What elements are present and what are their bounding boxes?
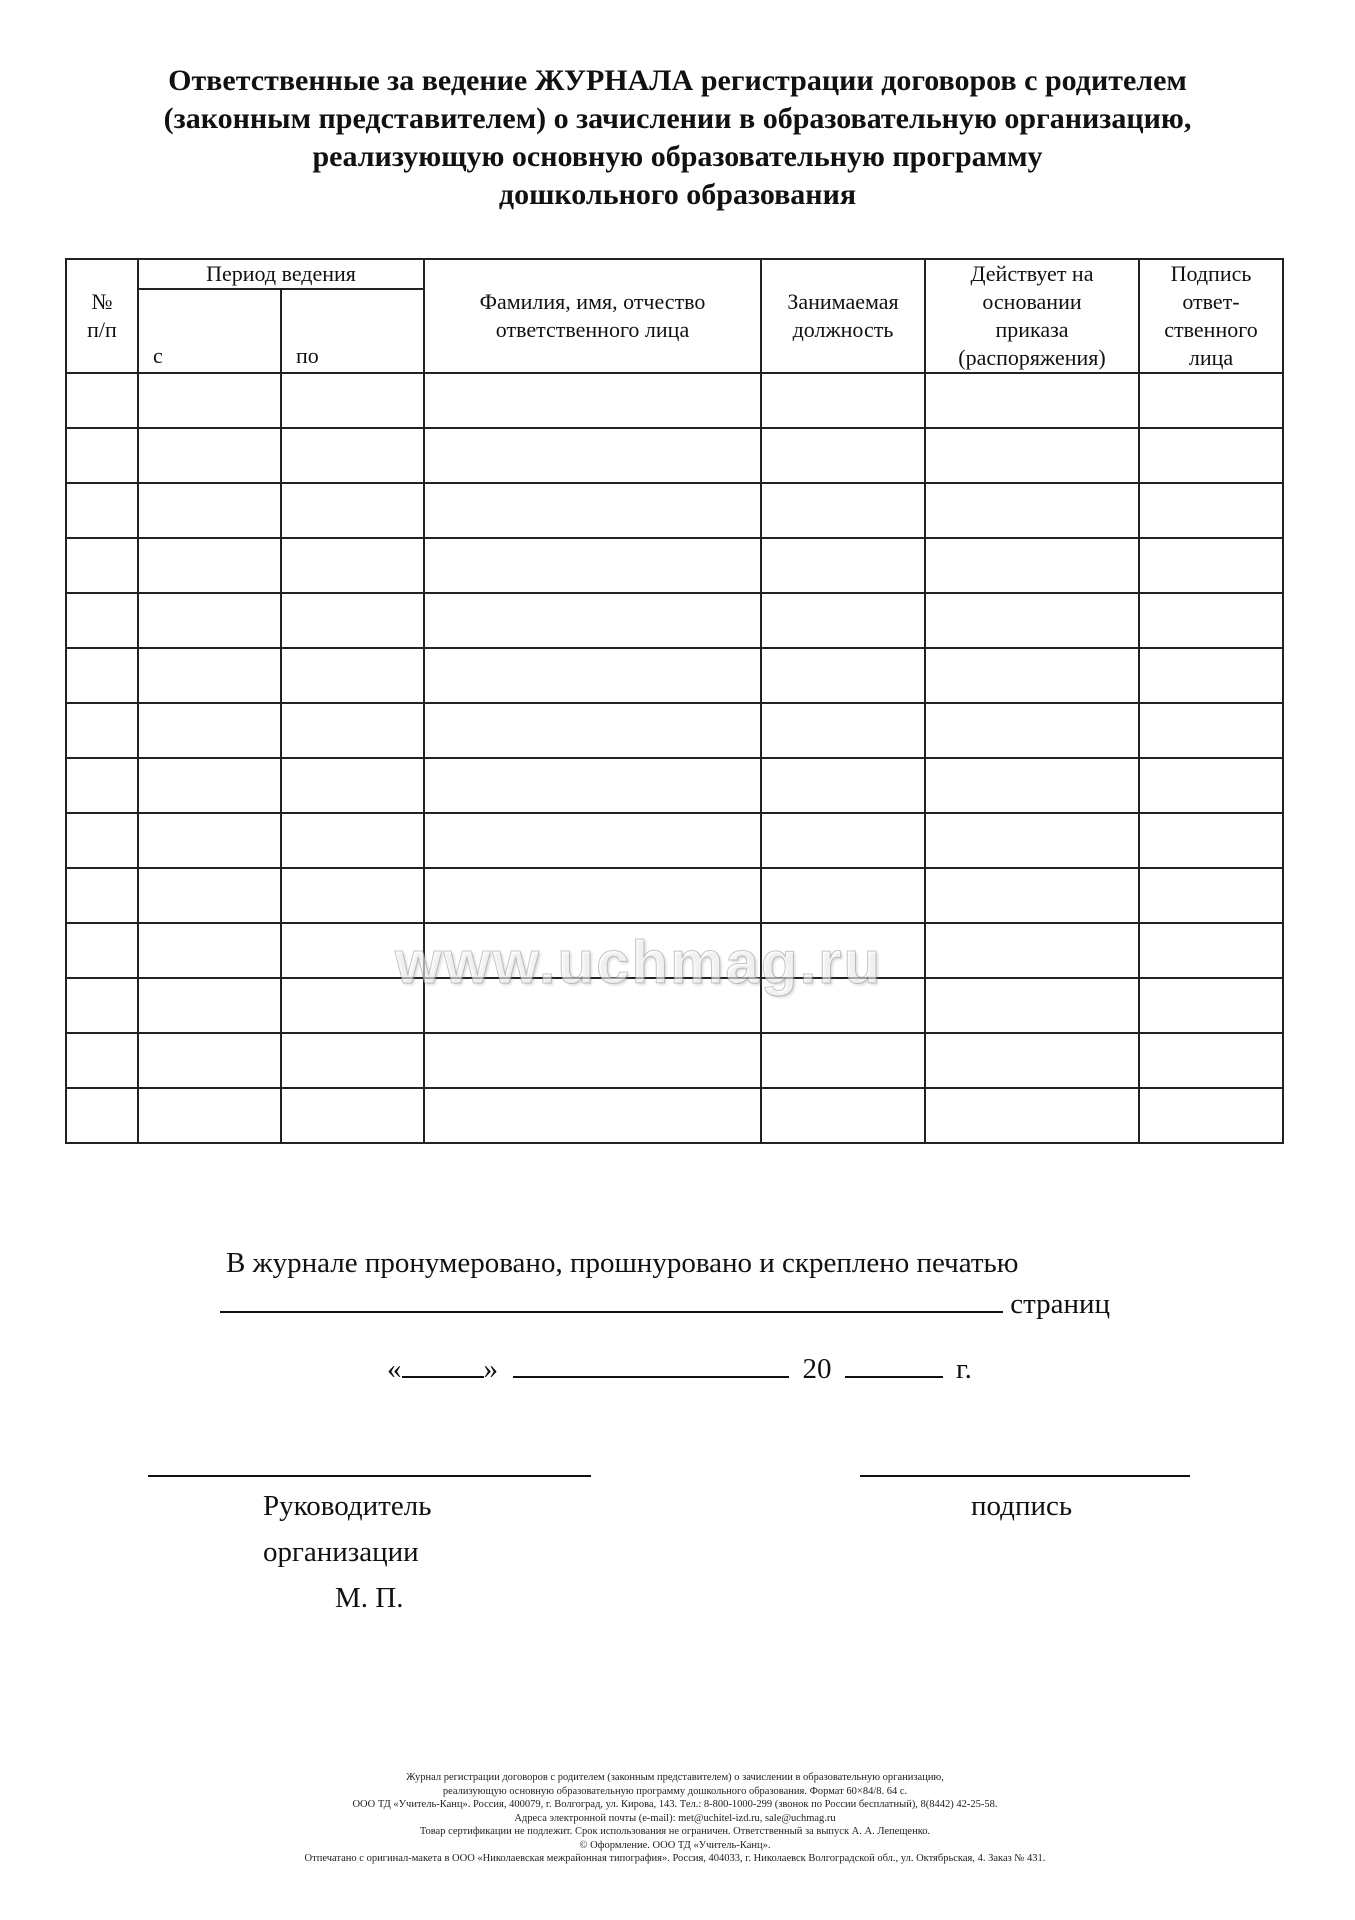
year-prefix: 20 [802, 1353, 832, 1385]
header-full-name: Фамилия, имя, отчество ответственного лица [424, 259, 761, 373]
table-cell[interactable] [761, 538, 925, 593]
table-cell[interactable] [1139, 868, 1283, 923]
table-cell[interactable] [66, 703, 138, 758]
table-cell[interactable] [281, 373, 424, 428]
table-cell[interactable] [925, 1033, 1139, 1088]
director-signature-line[interactable] [148, 1475, 591, 1477]
table-cell[interactable] [925, 703, 1139, 758]
year-blank[interactable] [845, 1350, 943, 1378]
table-cell[interactable] [761, 648, 925, 703]
footer-line: Журнал регистрации договоров с родителем (законным представителем) о зачислении в образовательную организацию, [406, 1772, 944, 1783]
table-cell[interactable] [138, 483, 281, 538]
table-cell[interactable] [925, 1088, 1139, 1143]
table-cell[interactable] [925, 813, 1139, 868]
header-signature: Подпись ответ-ственного лица [1139, 259, 1283, 373]
responsible-persons-table [65, 258, 1284, 1144]
table-cell[interactable] [281, 1033, 424, 1088]
table-cell[interactable] [1139, 483, 1283, 538]
table-cell[interactable] [281, 813, 424, 868]
director-organization: организации [263, 1536, 419, 1568]
month-blank[interactable] [513, 1350, 789, 1378]
table-cell[interactable] [1139, 1033, 1283, 1088]
pages-word: страниц [1010, 1288, 1111, 1320]
watermark: www.uchmag.ru [395, 929, 883, 996]
pages-count-blank[interactable] [220, 1285, 1003, 1313]
footer-line: ООО ТД «Учитель-Канц». Россия, 400079, г. Волгоград, ул. Кирова, 143. Тел.: 8-800-1000-299 (звонок по России бесплатный), 8(8442) 42-25-58. [352, 1799, 998, 1810]
table-cell[interactable] [281, 868, 424, 923]
table-cell[interactable] [66, 593, 138, 648]
table-cell[interactable] [1139, 978, 1283, 1033]
table-row [66, 1033, 1283, 1088]
imprint-footer [100, 1771, 1250, 1866]
year-suffix: г. [956, 1353, 972, 1385]
table-cell[interactable] [424, 758, 761, 813]
table-cell[interactable] [761, 758, 925, 813]
title-line: (законным представителем) о зачислении в образовательную организацию, [163, 102, 1192, 135]
footer-line: реализующую основную образовательную программу дошкольного образования. Формат 60×84/8. 64 с. [442, 1785, 908, 1797]
date-open-quote: « [387, 1353, 402, 1385]
table-cell[interactable] [761, 593, 925, 648]
table-row [66, 538, 1283, 593]
table-cell[interactable] [138, 868, 281, 923]
footer-line: Товар сертификации не подлежит. Срок использования не ограничен. Ответственный за выпуск А. А. Лепещенко. [419, 1826, 931, 1837]
table-cell[interactable] [66, 538, 138, 593]
table-cell[interactable] [138, 593, 281, 648]
table-row [66, 813, 1283, 868]
table-body [66, 373, 1283, 1143]
table-cell[interactable] [424, 868, 761, 923]
table-cell[interactable] [138, 428, 281, 483]
table-row [66, 483, 1283, 538]
table-row [66, 1088, 1283, 1143]
header-number: № п/п [66, 259, 138, 373]
table-cell[interactable] [925, 538, 1139, 593]
date-close-quote: » [483, 1353, 498, 1385]
table-row [66, 593, 1283, 648]
table-row [66, 868, 1283, 923]
table-cell[interactable] [66, 648, 138, 703]
table-cell[interactable] [424, 703, 761, 758]
director-block [263, 1483, 431, 1621]
table-cell[interactable] [66, 1088, 138, 1143]
table-cell[interactable] [424, 1033, 761, 1088]
table-cell[interactable] [761, 483, 925, 538]
table-cell[interactable] [281, 483, 424, 538]
table-cell[interactable] [761, 703, 925, 758]
table-cell[interactable] [138, 1088, 281, 1143]
table-cell[interactable] [1139, 813, 1283, 868]
table-cell[interactable] [925, 373, 1139, 428]
table-cell[interactable] [424, 483, 761, 538]
table-cell[interactable] [925, 868, 1139, 923]
table-cell[interactable] [424, 593, 761, 648]
table-cell[interactable] [925, 483, 1139, 538]
table-cell[interactable] [1139, 538, 1283, 593]
header-position: Занимаемая должность [761, 259, 925, 373]
table-cell[interactable] [424, 648, 761, 703]
table-cell[interactable] [281, 758, 424, 813]
table-cell[interactable] [1139, 758, 1283, 813]
header-period: Период ведения [138, 259, 424, 289]
day-blank[interactable] [402, 1350, 484, 1378]
table-row [66, 373, 1283, 428]
table-cell[interactable] [761, 373, 925, 428]
table-cell[interactable] [1139, 373, 1283, 428]
table-row [66, 648, 1283, 703]
title-line: Ответственные за ведение ЖУРНАЛА регистрации договоров с родителем [168, 64, 1187, 97]
table-cell[interactable] [424, 373, 761, 428]
footer-line: © Оформление. ООО ТД «Учитель-Канц». [579, 1839, 771, 1851]
table-cell[interactable] [925, 978, 1139, 1033]
table-cell[interactable] [138, 703, 281, 758]
table-cell[interactable] [281, 593, 424, 648]
table-cell[interactable] [1139, 923, 1283, 978]
director-title: Руководитель [263, 1490, 432, 1522]
table-cell[interactable] [925, 428, 1139, 483]
table-cell[interactable] [281, 538, 424, 593]
table-row [66, 428, 1283, 483]
table-cell[interactable] [761, 428, 925, 483]
table-cell[interactable] [281, 1088, 424, 1143]
table-cell[interactable] [66, 978, 138, 1033]
table-cell[interactable] [424, 428, 761, 483]
footer-line: Отпечатано с оригинал-макета в ООО «Николаевская межрайонная типография». Россия, 404033, г. Николаевск Волгоградской обл., ул. Октябрьская, 4. Заказ № 431. [304, 1853, 1046, 1864]
table-cell[interactable] [761, 1033, 925, 1088]
table-cell[interactable] [66, 868, 138, 923]
table-cell[interactable] [66, 373, 138, 428]
table-cell[interactable] [424, 813, 761, 868]
signature-line[interactable] [860, 1475, 1190, 1477]
table-cell[interactable] [66, 1033, 138, 1088]
pages-count-line [220, 1285, 1110, 1322]
table-cell[interactable] [1139, 593, 1283, 648]
title-line: реализующую основную образовательную программу [312, 140, 1043, 173]
table-cell[interactable] [66, 923, 138, 978]
certification-text: В журнале пронумеровано, прошнуровано и скреплено печатью [226, 1247, 1019, 1279]
table-cell[interactable] [138, 978, 281, 1033]
stamp-place: М. П. [335, 1582, 404, 1614]
table-cell[interactable] [424, 1088, 761, 1143]
table-cell[interactable] [281, 703, 424, 758]
table-cell[interactable] [138, 923, 281, 978]
table-cell[interactable] [761, 1088, 925, 1143]
table-cell[interactable] [281, 428, 424, 483]
table-cell[interactable] [138, 538, 281, 593]
table-cell[interactable] [925, 648, 1139, 703]
table-cell[interactable] [1139, 1088, 1283, 1143]
document-title [40, 62, 1315, 214]
table-cell[interactable] [66, 428, 138, 483]
table-cell[interactable] [1139, 648, 1283, 703]
table-cell[interactable] [138, 648, 281, 703]
table-cell[interactable] [138, 1033, 281, 1088]
header-period-to: по [281, 289, 424, 373]
table-cell[interactable] [66, 758, 138, 813]
table-cell[interactable] [424, 538, 761, 593]
table-cell[interactable] [281, 648, 424, 703]
table-cell[interactable] [1139, 428, 1283, 483]
date-line [387, 1350, 972, 1387]
title-line: дошкольного образования [498, 178, 857, 211]
table-cell[interactable] [138, 813, 281, 868]
table-cell[interactable] [66, 483, 138, 538]
header-basis: Действует на основании приказа (распоряжения) [925, 259, 1139, 373]
table-cell[interactable] [925, 758, 1139, 813]
table-cell[interactable] [1139, 703, 1283, 758]
header-period-from: с [138, 289, 281, 373]
table-cell[interactable] [761, 868, 925, 923]
table-cell[interactable] [925, 923, 1139, 978]
table-cell[interactable] [925, 593, 1139, 648]
table-row [66, 758, 1283, 813]
table-cell[interactable] [761, 813, 925, 868]
table-row [66, 703, 1283, 758]
footer-line: Адреса электронной почты (e-mail): met@uchitel-izd.ru, sale@uchmag.ru [514, 1812, 836, 1824]
table-cell[interactable] [138, 373, 281, 428]
signature-label: подпись [971, 1490, 1073, 1522]
table-cell[interactable] [66, 813, 138, 868]
table-cell[interactable] [138, 758, 281, 813]
